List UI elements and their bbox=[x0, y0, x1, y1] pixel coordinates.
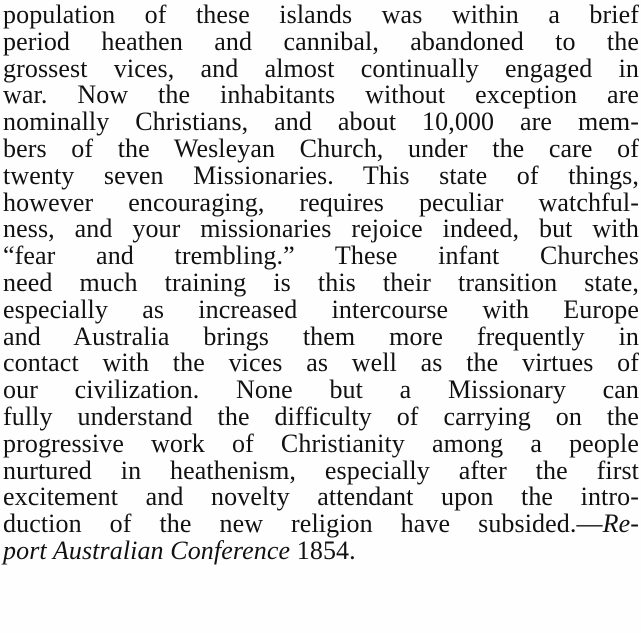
text-line: population of these islands was within a brief bbox=[3, 0, 639, 29]
text-line: especially as increased intercourse with Europe bbox=[3, 294, 639, 324]
text-line: twenty seven Missionaries. This state of things, bbox=[3, 160, 639, 190]
text-line: war. Now the inhabitants without exception are bbox=[3, 80, 639, 110]
text-line: ness, and your missionaries rejoice indeed, but with bbox=[3, 214, 639, 244]
citation-start: Re- bbox=[602, 509, 639, 539]
article-paragraph bbox=[3, 2, 639, 565]
text-line: and Australia brings them more frequently in bbox=[3, 321, 639, 351]
text-line-with-citation bbox=[3, 511, 639, 538]
citation-line bbox=[3, 535, 639, 565]
text-line: nurtured in heathenism, especially after the first bbox=[3, 455, 639, 485]
text-line: grossest vices, and almost continually engaged in bbox=[3, 53, 639, 83]
text-line: however encouraging, requires peculiar watchful- bbox=[3, 187, 639, 217]
text-fragment: duction of the new religion have subsided.— bbox=[3, 509, 603, 539]
citation-source: port Australian Conference bbox=[3, 535, 291, 565]
text-line: nominally Christians, and about 10,000 are mem- bbox=[3, 107, 639, 137]
text-line: progressive work of Christianity among a people bbox=[3, 428, 639, 458]
text-line: need much training is this their transition state, bbox=[3, 267, 639, 297]
text-line: period heathen and cannibal, abandoned to the bbox=[3, 26, 639, 56]
text-line: bers of the Wesleyan Church, under the care of bbox=[3, 133, 639, 163]
text-line: contact with the vices as well as the virtues of bbox=[3, 348, 639, 378]
text-line: our civilization. None but a Missionary can bbox=[3, 375, 639, 405]
text-line: “fear and trembling.” These infant Churches bbox=[3, 241, 639, 271]
citation-year: 1854. bbox=[296, 535, 356, 565]
text-line: fully understand the difficulty of carrying on the bbox=[3, 401, 639, 431]
text-line: excitement and novelty attendant upon the intro- bbox=[3, 482, 639, 512]
